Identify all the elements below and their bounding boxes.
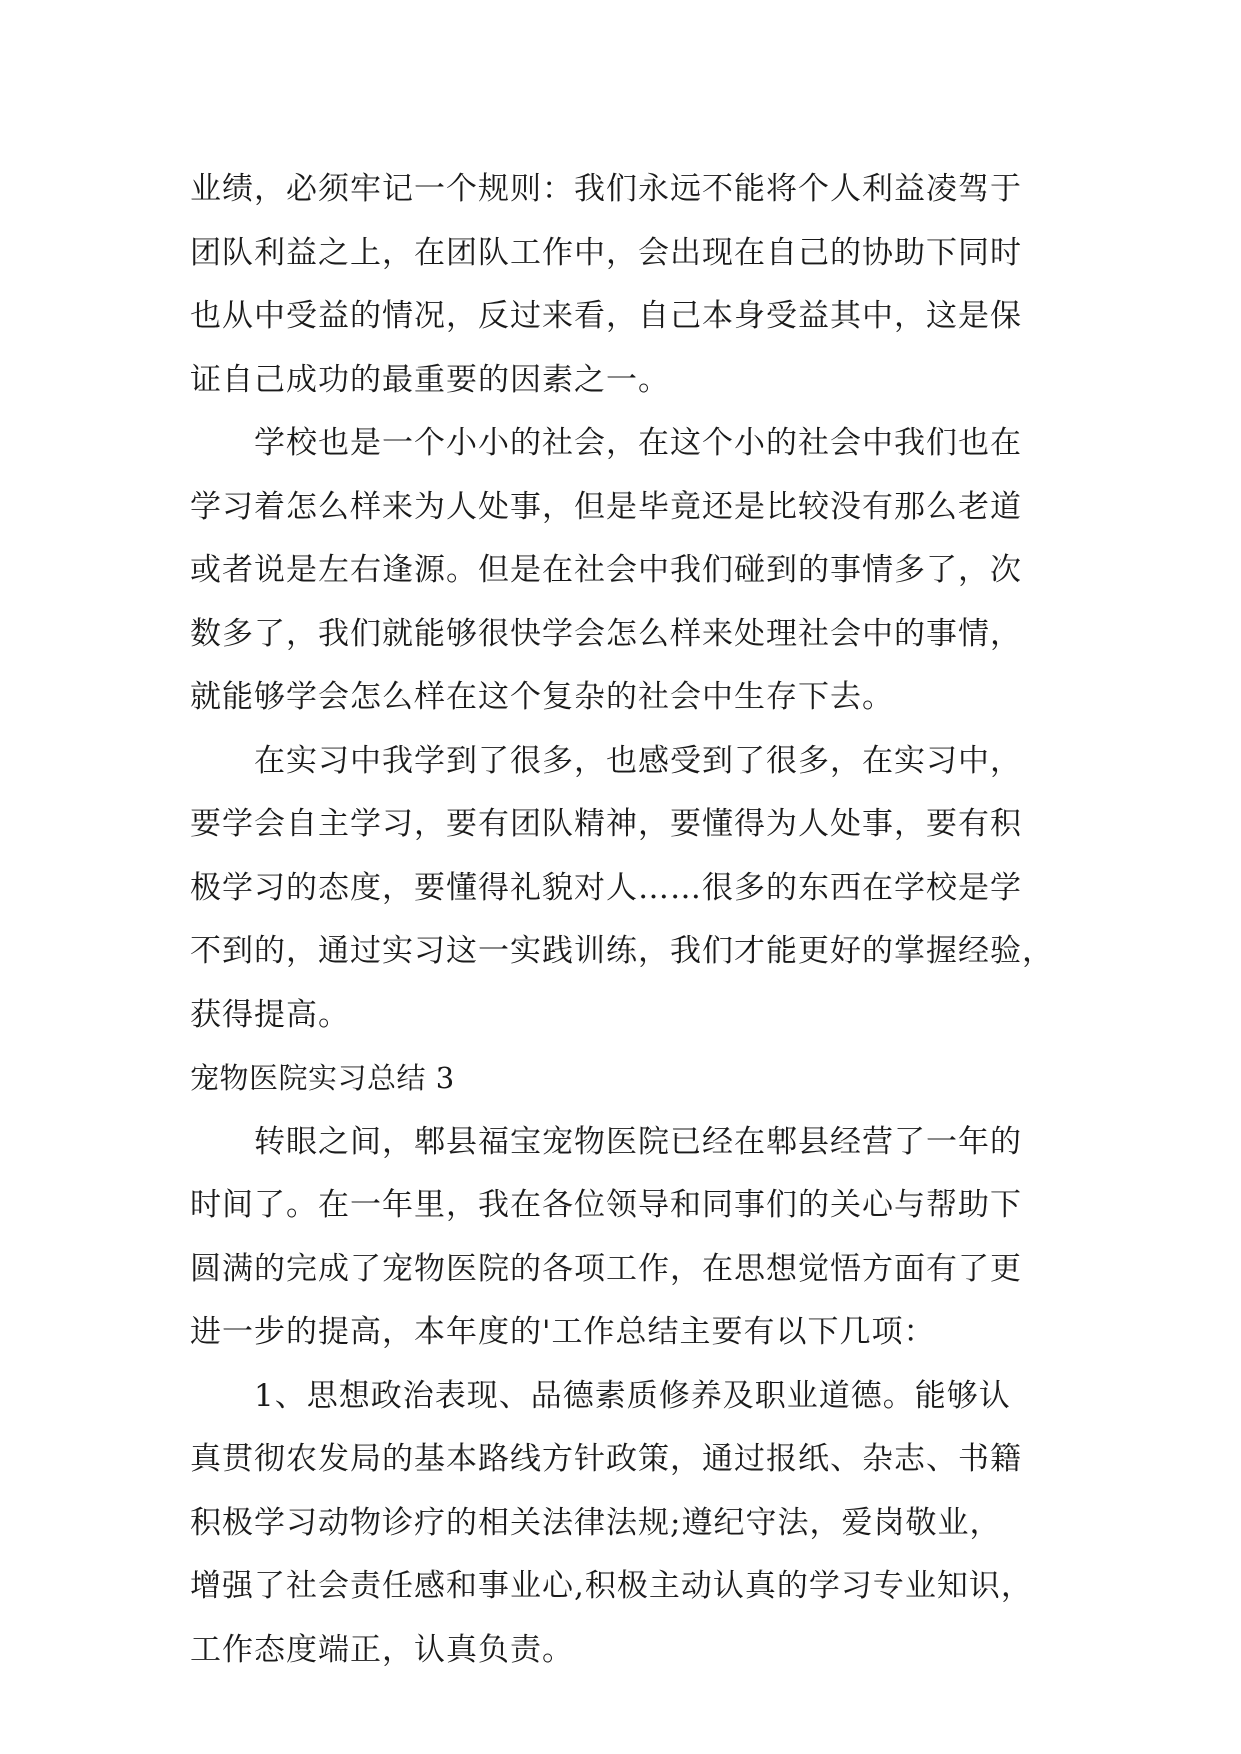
paragraph-line: 在实习中我学到了很多，也感受到了很多，在实习中， [254, 742, 1022, 779]
paragraph-line: 也从中受益的情况，反过来看，自己本身受益其中，这是保 [190, 298, 1022, 334]
document-body [190, 158, 1070, 1682]
paragraph-line: 进一步的提高，本年度的'工作总结主要有以下几项： [190, 1314, 936, 1350]
paragraph-line: 就能够学会怎么样在这个复杂的社会中生存下去。 [190, 679, 894, 715]
paragraph-3 [190, 730, 1070, 1048]
paragraph-line: 圆满的完成了宠物医院的各项工作，在思想觉悟方面有了更 [190, 1250, 1022, 1287]
paragraph-5 [190, 1365, 1070, 1683]
paragraph-line: 学校也是一个小小的社会，在这个小的社会中我们也在 [254, 425, 1022, 461]
paragraph-line: 要学会自主学习，要有团队精神，要懂得为人处事，要有积 [190, 806, 1022, 842]
paragraph-line: 真贯彻农发局的基本路线方针政策，通过报纸、杂志、书籍 [190, 1441, 1022, 1477]
paragraph-line: 时间了。在一年里，我在各位领导和同事们的关心与帮助下 [190, 1187, 1022, 1223]
paragraph-line: 极学习的态度，要懂得礼貌对人……很多的东西在学校是学 [190, 869, 1022, 906]
paragraph-line: 学习着怎么样来为人处事，但是毕竟还是比较没有那么老道 [190, 488, 1022, 525]
paragraph-line: 积极学习动物诊疗的相关法律法规;遵纪守法，爱岗敬业， [190, 1504, 1002, 1541]
paragraph-4 [190, 1111, 1070, 1365]
paragraph-line: 获得提高。 [190, 996, 350, 1033]
paragraph-line: 数多了，我们就能够很快学会怎么样来处理社会中的事情， [190, 615, 1022, 652]
paragraph-line: 证自己成功的最重要的因素之一。 [190, 361, 670, 398]
paragraph-line: 业绩，必须牢记一个规则：我们永远不能将个人利益凌驾于 [190, 171, 1022, 207]
section-heading: 宠物医院实习总结 3 [190, 1061, 455, 1095]
paragraph-line: 工作态度端正，认真负责。 [190, 1631, 574, 1668]
paragraph-line: 或者说是左右逢源。但是在社会中我们碰到的事情多了，次 [190, 552, 1022, 588]
paragraph-line: 转眼之间，郫县福宝宠物医院已经在郫县经营了一年的 [254, 1123, 1022, 1160]
paragraph-1 [190, 158, 1070, 412]
paragraph-2 [190, 412, 1070, 730]
paragraph-line: 不到的，通过实习这一实践训练，我们才能更好的掌握经验， [190, 933, 1054, 969]
paragraph-line: 团队利益之上，在团队工作中，会出现在自己的协助下同时 [190, 234, 1022, 271]
paragraph-line: 增强了社会责任感和事业心,积极主动认真的学习专业知识， [190, 1568, 1033, 1604]
paragraph-line: 1、思想政治表现、品德素质修养及职业道德。能够认 [254, 1377, 1011, 1414]
